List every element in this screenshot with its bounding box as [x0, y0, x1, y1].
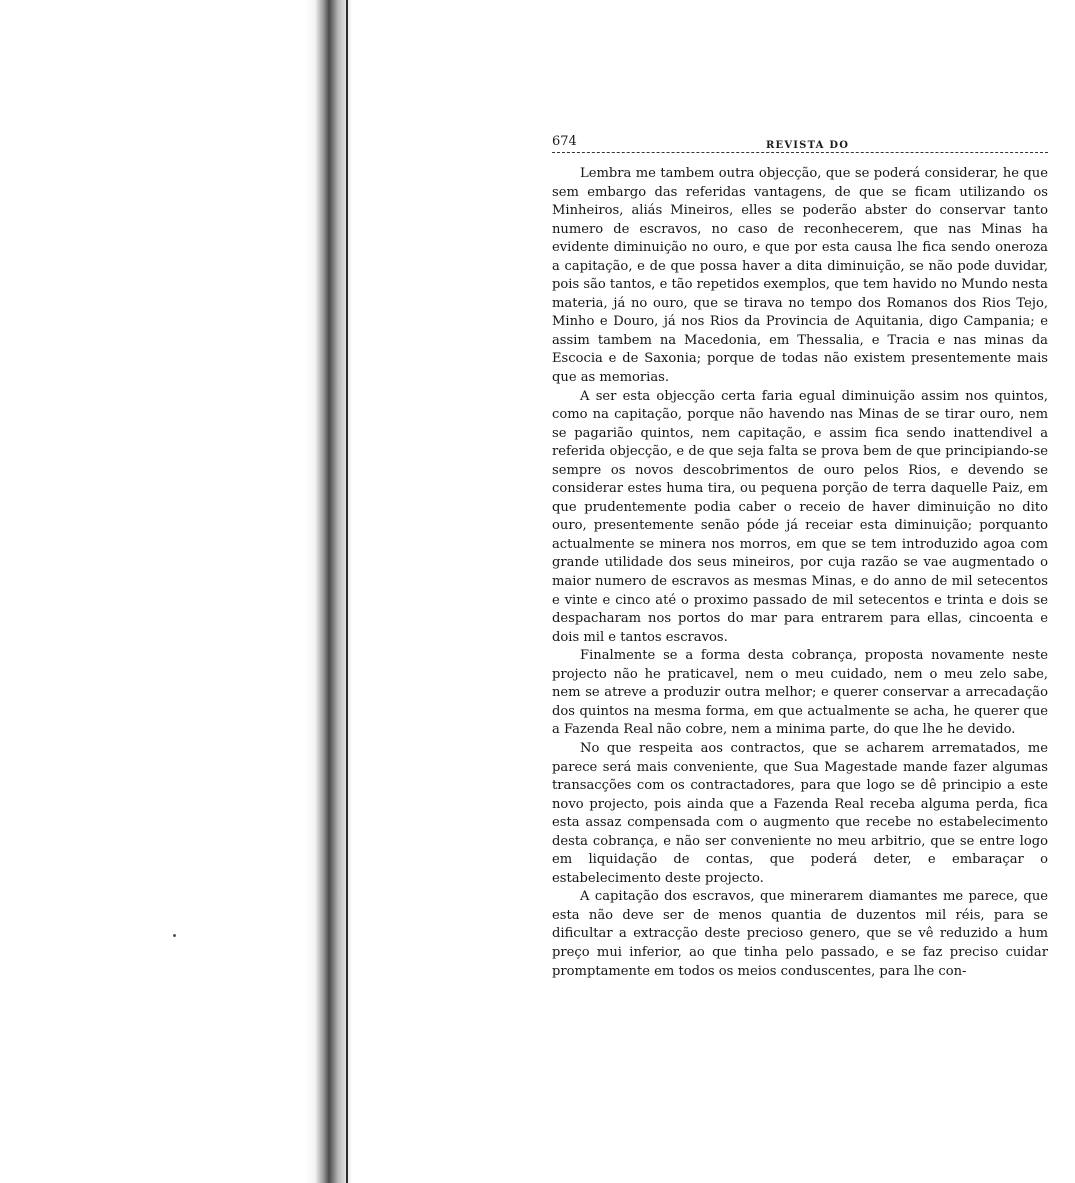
blank-left-page [0, 0, 352, 1183]
book-page [552, 130, 1048, 981]
paper-speck [173, 934, 176, 937]
paragraph: A ser esta objecção certa faria egual diminuição assim nos quintos, como na capitação, porque não havendo nas Minas de se tirar ouro, nem se pagarião quintos, nem capitação, e assim fica sendo inattendivel a referida objecção, e de que seja falta se prova bem de que principiando-se sempre os novos descobrimentos de ouro pelos Rios, e devendo se considerar estes huma tira, ou pequena porção de terra daquelle Paiz, em que prudentemente podia caber o receio de haver diminuição no dito ouro, presentemente senão póde já receiar esta diminuição; porquanto actualmente se minera nos morros, em que se tem introduzido agoa com grande utilidade dos seus mineiros, por cuja razão se vae augmentado o maior numero de escravos as mesmas Minas, e do anno de mil setecentos e vinte e cinco até o proximo passado de mil setecentos e trinta e dois se despacharam nos portos do mar para entrarem para ellas, cincoenta e dois mil e tantos escravos. [552, 388, 1048, 645]
paragraph: Lembra me tambem outra objecção, que se poderá considerar, he que sem embargo das referidas vantagens, de que se ficam utilizando os Minheiros, aliás Mineiros, elles se poderão abster do conservar tanto numero de escravos, no caso de reconhecerem, que nas Minas ha evidente diminuição no ouro, e que por esta causa lhe fica sendo oneroza a capitação, e de que possa haver a dita diminuição, se não pode duvidar, pois são tantos, e tão repetidos exemplos, que tem havido no Mundo nesta materia, já no ouro, que se tirava no tempo dos Romanos dos Rios Tejo, Minho e Douro, já nos Rios da Provincia de Aquitania, digo Campania; e assim tambem na Macedonia, em Thessalia, e Tracia e nas minas da Escocia e de Saxonia; porque de todas não existem presentemente mais que as memorias. [552, 166, 1048, 386]
paragraph: Finalmente se a forma desta cobrança, proposta novamente neste projecto não he praticavel, nem o meu cuidado, nem o meu zelo sabe, nem se atreve a produzir outra melhor; e querer conservar a arrecadação dos quintos na mesma forma, em que actualmente se acha, he querer que a Fazenda Real não cobre, nem a minima parte, do que lhe he devido. [552, 648, 1048, 738]
paragraph: A capitação dos escravos, que minerarem diamantes me parece, que esta não deve ser de menos quantia de duzentos mil réis, para se dificultar a extracção deste precioso genero, que se vê reduzido a hum preço mui inferior, ao que tinha pelo passado, e se faz preciso cuidar promptamente em todos os meios conduscentes, para lhe con- [552, 889, 1048, 979]
book-binding-gutter-line [346, 0, 348, 1183]
body-text [552, 165, 1048, 981]
page-header [552, 130, 1048, 153]
page-number: 674 [552, 134, 577, 149]
paragraph: No que respeita aos contractos, que se acharem arrematados, me parece será mais conveniente, que Sua Magestade mande fazer algumas transacções com os contractadores, para que logo se dê principio a este novo projecto, pois ainda que a Fazenda Real receba alguma perda, fica esta assaz compensada com o augmento que recebe no estabelecimento desta cobrança, e não ser conveniente no meu arbitrio, que se entre logo em liquidação de contas, que poderá deter, e embaraçar o estabelecimento deste projecto. [552, 740, 1048, 886]
running-head: REVISTA DO [766, 140, 850, 151]
